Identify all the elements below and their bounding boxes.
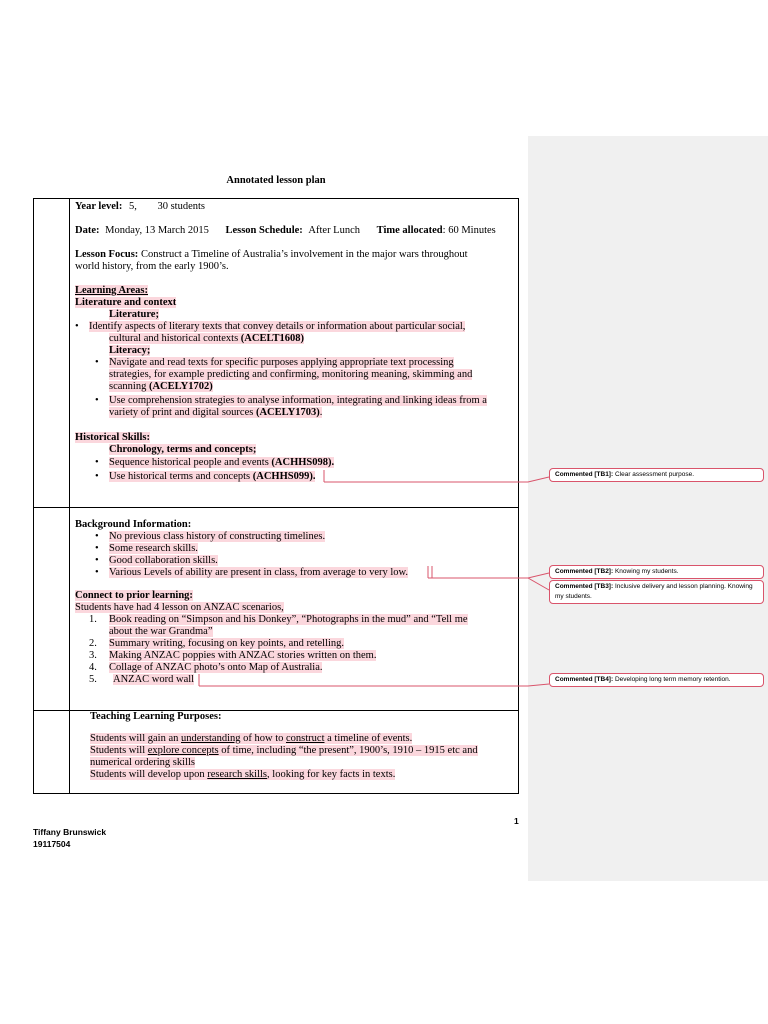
list-item-text: Use comprehension strategies to analyse information, integrating and linking ideas from a — [109, 395, 487, 406]
list-item — [109, 555, 218, 567]
purpose-text: of time, including “the present”, 1900’s, 1910 – 1915 etc and — [218, 745, 478, 756]
comment-text: Developing long term memory retention. — [613, 676, 731, 683]
date-value: Monday, 13 March 2015 — [105, 225, 209, 236]
focus-label: Lesson Focus: — [75, 249, 139, 260]
list-item-text: Use historical terms and concepts — [109, 471, 253, 482]
curriculum-code: (ACELY1703) — [255, 407, 320, 418]
list-item-text: Making ANZAC poppies with ANZAC stories written on them. — [109, 650, 377, 661]
list-item-text: Collage of ANZAC photo’s onto Map of Australia. — [109, 662, 323, 673]
date-label: Date: — [75, 225, 100, 236]
curriculum-code: (ACELT1608) — [240, 333, 305, 344]
table-row — [33, 710, 519, 794]
list-number: 3. — [89, 650, 97, 661]
purpose-keyword: research skills — [207, 769, 268, 780]
list-number: 2. — [89, 638, 97, 649]
comment-tb3[interactable] — [549, 580, 764, 604]
comment-label: Commented [TB4]: — [555, 676, 614, 683]
list-number: 1. — [89, 614, 97, 625]
comment-text: Clear assessment purpose. — [613, 471, 695, 478]
schedule-value: After Lunch — [308, 225, 361, 236]
focus-text-cont: world history, from the early 1900’s. — [75, 261, 229, 272]
learning-areas-heading: Learning Areas: — [75, 285, 149, 296]
historical-skills-heading: Historical Skills: — [75, 432, 150, 443]
list-item-text: Some research skills. — [109, 543, 198, 554]
year-level-value: 5, — [128, 201, 137, 212]
table-left-cell — [34, 508, 70, 710]
list-item-text: ANZAC word wall — [113, 674, 195, 685]
curriculum-code: (ACHHS098). — [271, 457, 335, 468]
footer — [33, 826, 106, 850]
comments-pane — [528, 136, 768, 881]
list-item — [109, 531, 325, 543]
list-item — [89, 321, 465, 333]
list-item-text: . — [319, 407, 323, 418]
comment-label: Commented [TB2]: — [555, 568, 614, 575]
curriculum-code: (ACHHS099). — [252, 471, 316, 482]
list-item — [109, 567, 408, 579]
list-item-text: strategies, for example predicting and confirming, monitoring meaning, skimming and — [109, 369, 473, 380]
page-number: 1 — [514, 816, 519, 826]
literature-heading: Literature; — [109, 309, 159, 320]
purpose-keyword: construct — [286, 733, 325, 744]
comment-text: Knowing my students. — [613, 568, 679, 575]
time-label: Time allocated — [376, 225, 443, 236]
list-item — [109, 471, 315, 483]
chronology-heading: Chronology, terms and concepts; — [109, 444, 257, 455]
footer-author: Tiffany Brunswick — [33, 827, 107, 837]
list-item — [109, 395, 487, 407]
lit-context-heading: Literature and context — [75, 297, 177, 308]
comment-label: Commented [TB1]: — [555, 471, 614, 478]
table-row — [33, 198, 519, 508]
list-item-text: about the war Grandma” — [109, 626, 213, 637]
comment-label: Commented [TB3]: — [555, 583, 614, 590]
year-level-line — [75, 201, 205, 213]
curriculum-code: (ACELY1702) — [148, 381, 213, 392]
list-item — [109, 457, 334, 469]
list-item-text: Navigate and read texts for specific purposes applying appropriate text processing — [109, 357, 454, 368]
purpose-text: a timeline of events. — [324, 733, 413, 744]
purpose-text: Students will — [90, 745, 148, 756]
purpose-keyword: explore concepts — [147, 745, 219, 756]
page-title: Annotated lesson plan — [226, 175, 326, 186]
purpose-text: numerical ordering skills — [90, 757, 195, 768]
list-item-text: cultural and historical contexts — [109, 333, 241, 344]
focus-text: Construct a Timeline of Australia’s involvement in the major wars throughout — [140, 249, 468, 260]
list-item-text: scanning — [109, 381, 149, 392]
purpose-text: Students will gain an — [90, 733, 181, 744]
purposes-heading: Teaching Learning Purposes: — [90, 711, 222, 722]
literacy-heading: Literacy; — [109, 345, 151, 356]
purpose-text: Students will develop upon — [90, 769, 208, 780]
date-line — [75, 225, 496, 237]
list-item-text: Various Levels of ability are present in class, from average to very low. — [109, 567, 409, 578]
list-item-text: variety of print and digital sources — [109, 407, 256, 418]
purpose-keyword: understanding — [181, 733, 241, 744]
table-left-cell — [34, 711, 70, 793]
comment-tb1[interactable] — [549, 468, 764, 482]
list-item-text: Identify aspects of literary texts that convey details or information about particular social, — [89, 321, 466, 332]
prior-learning-heading: Connect to prior learning: — [75, 590, 193, 601]
comment-text: Inclusive delivery and lesson planning. Knowing my students. — [555, 583, 753, 600]
list-item-text: Book reading on “Simpson and his Donkey”, “Photographs in the mud” and “Tell me — [109, 614, 468, 625]
footer-student-id: 19117504 — [33, 839, 71, 849]
list-item-text: Sequence historical people and events — [109, 457, 272, 468]
list-item-text: No previous class history of constructing timelines. — [109, 531, 326, 542]
table-left-cell — [34, 199, 70, 507]
prior-learning-intro: Students have had 4 lesson on ANZAC scenarios, — [75, 602, 284, 613]
schedule-label: Lesson Schedule: — [225, 225, 303, 236]
background-heading: Background Information: — [75, 519, 192, 530]
table-row — [33, 507, 519, 711]
comment-tb4[interactable] — [549, 673, 764, 687]
purpose-text: of how to — [240, 733, 286, 744]
list-number: 5. — [89, 674, 97, 685]
list-item-text: Summary writing, focusing on key points, and retelling. — [109, 638, 345, 649]
purpose-text: , looking for key facts in texts. — [267, 769, 396, 780]
year-level-label: Year level: — [75, 201, 123, 212]
focus-line — [75, 249, 468, 261]
students-count: 30 students — [157, 201, 205, 212]
time-value: : 60 Minutes — [442, 225, 496, 236]
list-item — [109, 357, 454, 369]
list-number: 4. — [89, 662, 97, 673]
list-item — [109, 543, 198, 555]
comment-tb2[interactable] — [549, 565, 764, 579]
list-item-text: Good collaboration skills. — [109, 555, 218, 566]
